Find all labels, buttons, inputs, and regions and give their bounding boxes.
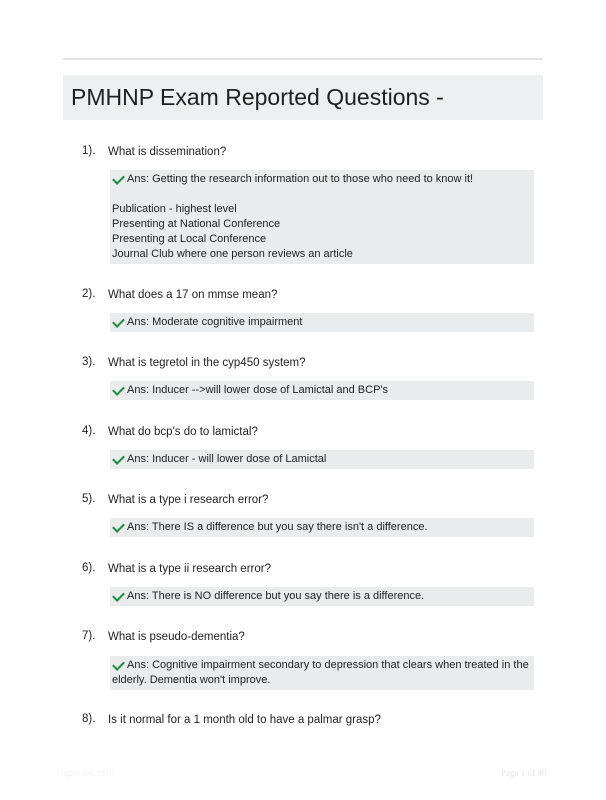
checkmark-icon <box>112 315 125 328</box>
answer-box-4 <box>110 450 534 469</box>
checkmark-icon <box>112 452 125 465</box>
question-text: What is pseudo-dementia? <box>108 631 245 643</box>
question-number: 8). <box>82 713 96 725</box>
checkmark-icon <box>112 589 125 602</box>
answer-text: Ans: Getting the research information out to those who need to know it! <box>127 173 474 185</box>
answer-text: Ans: There IS a difference but you say there isn't a difference. <box>127 521 428 533</box>
question-text: Is it normal for a 1 month old to have a palmar grasp? <box>108 714 381 726</box>
answer-text: Journal Club where one person reviews an article <box>112 248 353 260</box>
page-number: Page 1 of 46 <box>501 768 547 778</box>
answer-text: Publication - highest level <box>112 203 237 215</box>
question-text: What is a type ii research error? <box>108 563 271 575</box>
answer-box-6 <box>110 587 534 606</box>
question-text: What is a type i research error? <box>108 494 269 506</box>
answer-text: elderly. Dementia won't improve. <box>112 674 271 686</box>
checkmark-icon <box>112 658 125 671</box>
answer-text: Presenting at National Conference <box>112 218 281 230</box>
answer-text: Ans: There is NO difference but you say there is a difference. <box>127 590 425 602</box>
question-text: What do bcp's do to lamictal? <box>108 426 258 438</box>
title-banner <box>63 75 543 120</box>
question-text: What does a 17 on mmse mean? <box>108 289 278 301</box>
footer-watermark: Paperlibc.com <box>57 768 115 778</box>
answer-box-3 <box>110 381 534 400</box>
question-number: 6). <box>82 562 96 574</box>
checkmark-icon <box>112 172 125 185</box>
question-number: 4). <box>82 425 96 437</box>
answer-box-5 <box>110 518 534 537</box>
answer-text: Presenting at Local Conference <box>112 233 267 245</box>
checkmark-icon <box>112 520 125 533</box>
question-number: 2). <box>82 288 96 300</box>
answer-box-7 <box>110 656 534 690</box>
answer-text <box>112 187 530 202</box>
answer-text: Ans: Inducer - will lower dose of Lamictal <box>127 453 327 465</box>
question-number: 3). <box>82 356 96 368</box>
answer-text: Ans: Cognitive impairment secondary to depression that clears when treated in the <box>127 659 529 671</box>
answer-box-2 <box>110 313 534 332</box>
answer-text: Ans: Moderate cognitive impairment <box>127 316 303 328</box>
page-title: PMHNP Exam Reported Questions - <box>71 84 444 110</box>
question-number: 7). <box>82 630 96 642</box>
top-divider <box>63 58 543 60</box>
question-number: 1). <box>82 145 96 157</box>
question-text: What is tegretol in the cyp450 system? <box>108 357 306 369</box>
question-text: What is dissemination? <box>108 146 227 158</box>
answer-text: Ans: Inducer -->will lower dose of Lamictal and BCP's <box>127 384 389 396</box>
question-number: 5). <box>82 493 96 505</box>
checkmark-icon <box>112 383 125 396</box>
answer-box-1 <box>110 170 534 264</box>
